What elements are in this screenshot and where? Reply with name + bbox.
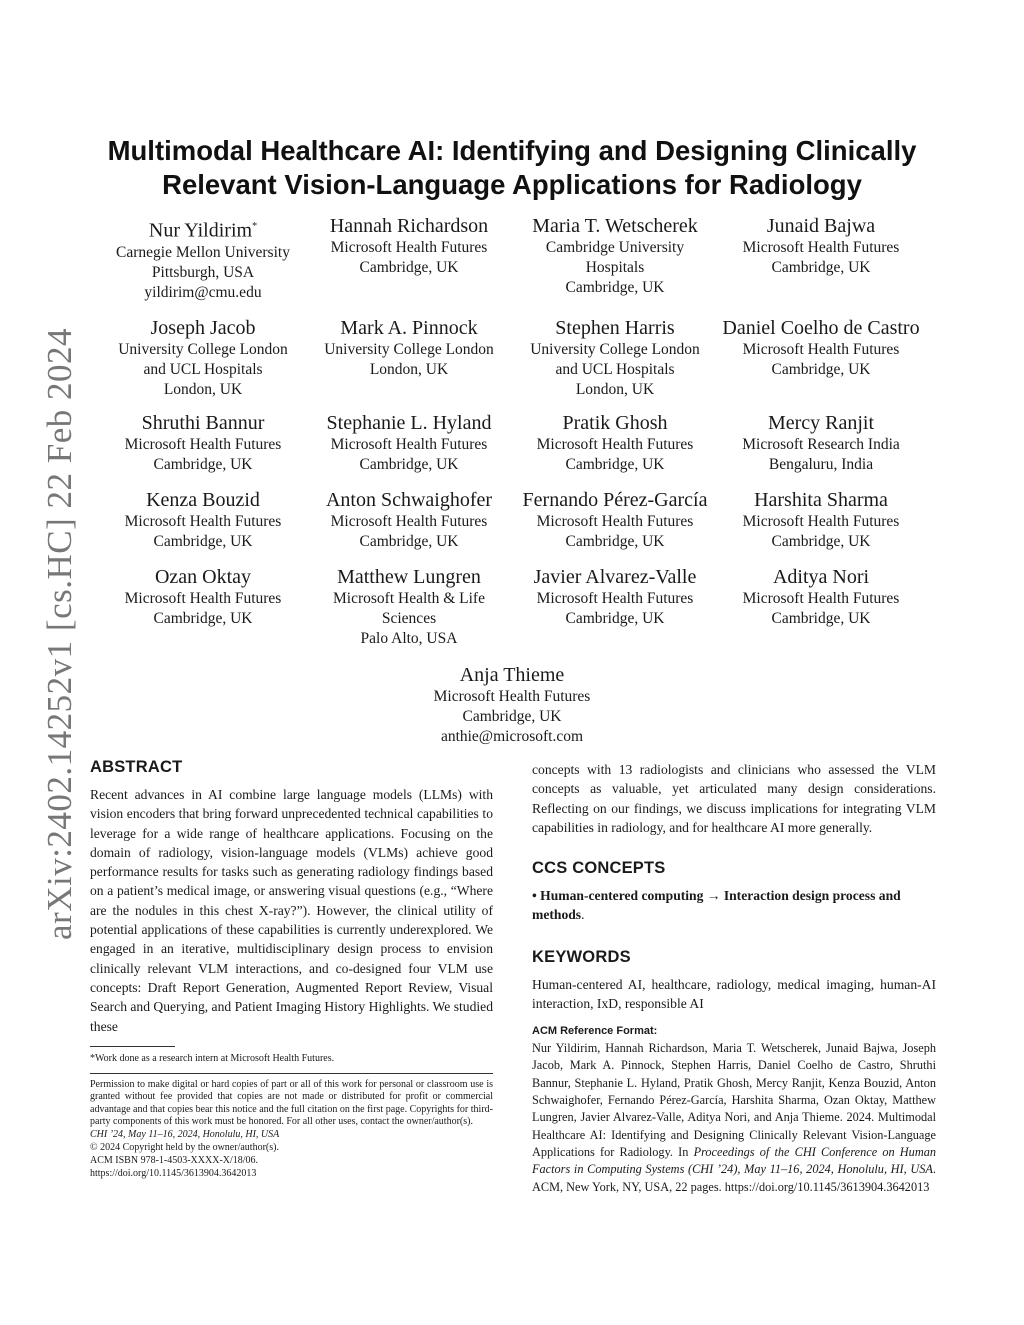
abstract-text-left: Recent advances in AI combine large language models (LLMs) with vision encoders that bring forward unprecedented technical capabilities to leverage for a wide range of healthcare applications. Focusing on the domain of radiology, vision-language models (VLMs) achieve good performance results for tasks such as generating radiology findings based on a patient’s medical image, or answering visual questions (e.g., “Where are the nodules in this chest X-ray?”). However, the clinical utility of potential applications of these capabilities is currently underexplored. We engaged in an iterative, multidisciplinary design process to envision clinically relevant VLM interactions, and co-designed four VLM use concepts: Draft Report Generation, Augmented Report Review, Visual Search and Querying, and Patient Imaging History Highlights. We studied these [90,787,493,1034]
author-affiliation-line: Cambridge, UK [359,532,459,550]
author-block [512,489,718,552]
author-row [100,215,924,303]
acm-ref-text [532,1040,936,1196]
author-block-last [362,664,662,747]
author-name-text: Hannah Richardson [329,215,489,237]
author-block [718,566,924,649]
author-name [100,412,306,435]
author-affiliation-line: Microsoft Health & Life [333,589,485,607]
doi-link[interactable]: https://doi.org/10.1145/3613904.3642013 [90,1168,257,1180]
author-block [512,215,718,303]
acm-ref-heading: ACM Reference Format: [532,1025,658,1038]
author-block [306,317,512,400]
author-block [100,412,306,475]
author-block [100,489,306,552]
author-name [718,215,924,238]
ccs-heading: CCS CONCEPTS [532,859,666,878]
author-affiliation-line: and UCL Hospitals [555,360,675,378]
author-name-text: Stephanie L. Hyland [326,411,492,434]
author-affiliation-line: Microsoft Health Futures [330,512,488,530]
author-name-text: Harshita Sharma [754,488,888,511]
author-name-text: Shruthi Bannur [141,411,265,434]
author-name [100,566,306,589]
author-affiliation-line: Microsoft Health Futures [124,435,282,453]
venue: CHI ’24, May 11–16, 2024, Honolulu, HI, USA [90,1129,280,1141]
author-block [718,412,924,475]
author-name-text: Ozan Oktay [154,565,252,588]
title-line-1: Multimodal Healthcare AI: Identifying and Designing Clinically [107,135,917,166]
author-affiliation-line: Carnegie Mellon University [116,243,290,261]
author-name [718,489,924,512]
author-affiliation-line: Microsoft Health Futures [124,512,282,530]
author-affiliation-line: University College London [118,340,288,358]
author-affiliation-line: Cambridge, UK [359,455,459,473]
author-affiliation-line: Cambridge, UK [771,609,871,627]
author-affiliation-line: Sciences [381,609,437,627]
right-column [532,760,936,1196]
keywords-heading: KEYWORDS [532,948,631,967]
author-affiliation-line: Cambridge, UK [771,532,871,550]
author-name-text: Mercy Ranjit [767,411,875,434]
ccs-arrow: → [706,888,721,904]
abstract-text-right: concepts with 13 radiologists and clinicians who assessed the VLM concepts as valuable, yet articulated many design considerations. Reflecting on our findings, we discuss implications for integrating VLM capabilities in radiology, and for healthcare AI more generally. [532,762,936,835]
author-block [100,215,306,303]
author-affiliation-line: Cambridge, UK [565,532,665,550]
ccs-period: . [581,907,585,923]
author-grid [100,215,924,649]
author-name [100,317,306,340]
author-affiliation-line: Pittsburgh, USA [151,263,255,281]
author-name [306,489,512,512]
copyright: © 2024 Copyright held by the owner/author(s). [90,1142,279,1154]
author-block [512,566,718,649]
author-name-text: Joseph Jacob [150,316,256,339]
ccs-concepts [532,886,936,924]
author-affiliation-line: Cambridge University [545,239,685,256]
author-affiliation-line: Microsoft Health Futures [330,435,488,453]
author-name-text: Pratik Ghosh [562,411,668,434]
footnote-marker: * [252,221,258,232]
title-line-2: Relevant Vision-Language Applications for Radiology [162,169,862,200]
ccs-subconcept: Interaction design process and methods [532,888,901,923]
author-affiliation-line: London, UK [369,360,449,378]
author-name-text: Maria T. Wetscherek [532,215,698,237]
author-name [512,215,718,238]
author-affiliation-line: Microsoft Health Futures [742,340,900,358]
author-name-text: Stephen Harris [555,316,675,339]
author-affiliation-line: Cambridge, UK [153,609,253,627]
author-name-text: Mark A. Pinnock [340,316,478,339]
author-name-text: Anton Schwaighofer [325,488,493,511]
author-block [306,215,512,303]
author-block [718,215,924,303]
author-name-text: Aditya Nori [772,565,870,588]
acm-ref-main: Nur Yildirim, Hannah Richardson, Maria T. Wetscherek, Junaid Bajwa, Joseph Jacob, Mark A. Pinnock, Stephen Harris, Daniel Coelho de Castro, Shruthi Bannur, Stephanie L. Hyland, Pratik Ghosh, Mercy Ranjit, Kenza Bouzid, Anton Schwaighofer, Fernando Pérez-García, Harshita Sharma, Ozan Oktay, Matthew Lungren, Javier Alvarez-Valle, Aditya Nori, and Anja Thieme. 2024. Multimodal Healthcare AI: Identifying and Designing Clinically Relevant Vision-Language Applications for Radiology. In [532,1041,936,1159]
author-affiliation-line: yildirim@cmu.edu [144,283,262,301]
ccs-concept: Human-centered computing [540,888,704,904]
author-row [100,412,924,475]
author-affiliation-line: London, UK [163,380,243,398]
author-block [100,317,306,400]
footnote-divider [90,1046,175,1047]
author-affiliation-line: Cambridge, UK [153,532,253,550]
author-name [100,489,306,512]
author-affiliation-line: Cambridge, UK [771,360,871,378]
author-row [100,566,924,649]
author-name [512,489,718,512]
arxiv-identifier: arXiv:2402.14252v1 [cs.HC] 22 Feb 2024 [40,327,79,940]
author-block [512,412,718,475]
footnote: *Work done as a research intern at Microsoft Health Futures. [90,1052,335,1064]
author-name-text: Javier Alvarez-Valle [533,565,697,588]
author-affiliation-line: Cambridge, UK [565,455,665,473]
author-affiliation-line: London, UK [575,380,655,398]
author-name-text: Kenza Bouzid [146,488,260,511]
author-affiliation-line: Cambridge, UK [359,259,459,276]
abstract-heading: ABSTRACT [90,758,183,776]
author-affiliation-line: Microsoft Health Futures [330,239,488,256]
acm-ref-tail: . ACM, New York, NY, USA, 22 pages. https://doi.org/10.1145/3613904.3642013 [532,1162,936,1194]
author-name [306,317,512,340]
author-affiliation-line: Microsoft Health Futures [536,435,694,453]
isbn: ACM ISBN 978-1-4503-XXXX-X/18/06. [90,1155,259,1167]
author-affiliation-line: Cambridge, UK [153,455,253,473]
author-block [718,489,924,552]
author-block [718,317,924,400]
author-affiliation-line: Microsoft Health Futures [742,239,900,256]
author-name [306,412,512,435]
author-name-text: Fernando Pérez-García [522,488,708,511]
author-affiliation-line: Microsoft Research India [742,435,900,453]
author-name-text: Nur Yildirim [148,219,253,242]
author-affiliation-line: Bengaluru, India [768,455,874,473]
author-affiliation-line: Palo Alto, USA [360,629,458,647]
author-row [100,317,924,400]
author-block [100,566,306,649]
author-email: anthie@microsoft.com [440,728,584,745]
author-affiliation-line: Microsoft Health Futures [742,589,900,607]
author-affiliation-line: Cambridge, UK [771,259,871,276]
keywords-text: Human-centered AI, healthcare, radiology, medical imaging, human-AI interaction, IxD, responsible AI [532,977,936,1012]
author-name-text: Junaid Bajwa [766,215,876,237]
author-affiliation-line: Hospitals [585,259,645,276]
author-name [306,566,512,589]
author-affiliation-line: and UCL Hospitals [143,360,263,378]
acm-ref-proceedings: Proceedings of the CHI Conference on Human Factors in Computing Systems (CHI ’24), May 11–16, 2024, Honolulu, HI, USA [532,1144,936,1177]
author-row [100,489,924,552]
author-block [306,412,512,475]
author-affiliation-line: Microsoft Health Futures [536,589,694,607]
author-location: Cambridge, UK [462,708,562,725]
ccs-bullet: • [532,888,537,904]
paper-title [60,134,964,202]
author-block [306,566,512,649]
author-name: Anja Thieme [459,664,565,686]
author-affiliation-line: Cambridge, UK [565,609,665,627]
author-name-text: Daniel Coelho de Castro [722,316,920,339]
author-name [512,317,718,340]
author-name-text: Matthew Lungren [337,565,481,588]
author-affiliation-line: University College London [530,340,700,358]
author-name [512,412,718,435]
author-name [718,317,924,340]
author-name [100,215,306,243]
author-affiliation-line: Microsoft Health Futures [124,589,282,607]
left-column [90,758,493,1180]
author-name [718,412,924,435]
author-affiliation-line: Microsoft Health Futures [742,512,900,530]
author-block [306,489,512,552]
author-affiliation-line: Cambridge, UK [565,279,665,296]
permission-notice: Permission to make digital or hard copies of part or all of this work for personal or classroom use is granted without fee provided that copies are not made or distributed for profit or commercial advantage and that copies bear this notice and the full citation on the first page. Copyrights for third-party components of this work must be honored. For all other uses, contact the owner/author(s). [90,1078,493,1128]
author-name [306,215,512,238]
author-name [718,566,924,589]
author-name [512,566,718,589]
author-affiliation-line: Microsoft Health Futures [536,512,694,530]
author-affiliation-line: University College London [324,340,494,358]
permission-divider [90,1073,493,1074]
author-affiliation: Microsoft Health Futures [433,688,591,705]
author-block [512,317,718,400]
